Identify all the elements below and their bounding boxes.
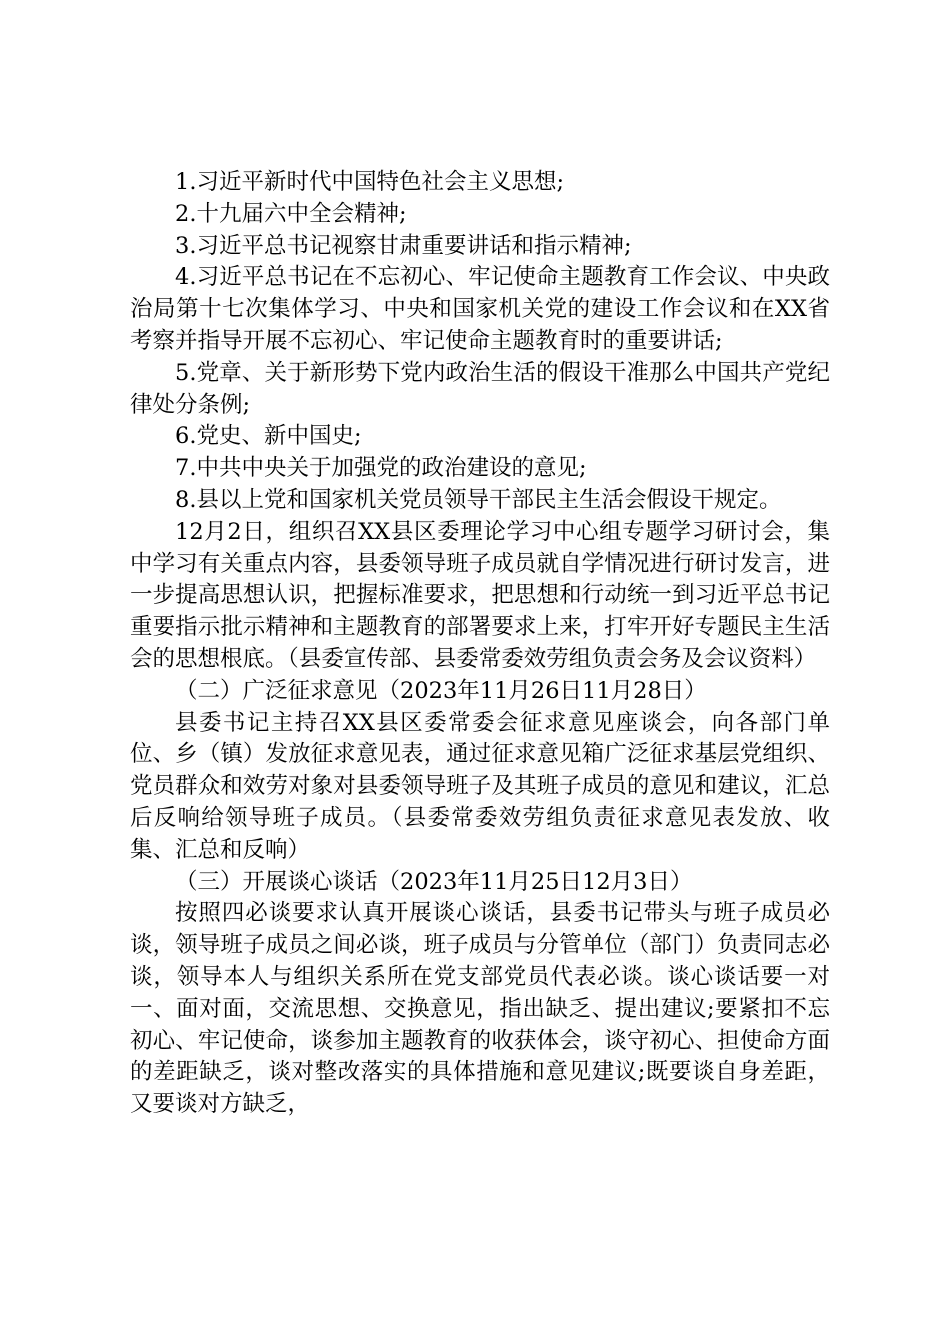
paragraph-heart-talks: 按照四必谈要求认真开展谈心谈话，县委书记带头与班子成员必谈，领导班子成员之间必谈，班子成员与分管单位（部门）负责同志必谈，领导本人与组织关系所在党支部党员代表必谈。谈心谈话要一对一、面对面，交流思想、交换意见，指出缺乏、提出建议;要紧扣不忘初心、牢记使命，谈参加主题教育的收获体会，谈守初心、担使命方面的差距缺乏，谈对整改落实的具体措施和意见建议;既要谈自身差距，又要谈对方缺乏， — [130, 900, 830, 1118]
list-item-6: 6.党史、新中国史; — [175, 423, 362, 450]
list-item-8: 8.县以上党和国家机关党员领导干部民主生活会假设干规定。 — [175, 486, 782, 513]
section-heading-3: （三）开展谈心谈话（2023年11月25日12月3日） — [175, 868, 693, 895]
list-item-7: 7.中共中央关于加强党的政治建设的意见; — [175, 455, 587, 482]
paragraph-study-session: 12月2日，组织召XX县区委理论学习中心组专题学习研讨会，集中学习有关重点内容，县委领导班子成员就自学情况进行研讨发言，进一步提高思想认识，把握标准要求，把思想和行动统一到习近平总书记重要指示批示精神和主题教育的部署要求上来，打牢开好专题民主生活会的思想根底。（县委宣传部、县委常委效劳组负责会务及会议资料） — [130, 518, 830, 672]
list-item-3: 3.习近平总书记视察甘肃重要讲话和指示精神; — [175, 232, 632, 259]
paragraph-solicit-opinions: 县委书记主持召XX县区委常委会征求意见座谈会，向各部门单位、乡（镇）发放征求意见表，通过征求意见箱广泛征求基层党组织、党员群众和效劳对象对县委领导班子及其班子成员的意见和建议，汇总后反响给领导班子成员。（县委常委效劳组负责征求意见表发放、收集、汇总和反响） — [130, 709, 830, 863]
list-item-4: 4.习近平总书记在不忘初心、牢记使命主题教育工作会议、中央政治局第十七次集体学习、中央和国家机关党的建设工作会议和在XX省考察并指导开展不忘初心、牢记使命主题教育时的重要讲话; — [130, 264, 830, 354]
list-item-2: 2.十九届六中全会精神; — [175, 200, 407, 227]
list-item-5: 5.党章、关于新形势下党内政治生活的假设干准那么中国共产党纪律处分条例; — [130, 359, 830, 418]
section-heading-2: （二）广泛征求意见（2023年11月26日11月28日） — [175, 677, 707, 704]
document-body — [130, 167, 830, 1121]
list-item-1: 1.习近平新时代中国特色社会主义思想; — [175, 169, 565, 195]
